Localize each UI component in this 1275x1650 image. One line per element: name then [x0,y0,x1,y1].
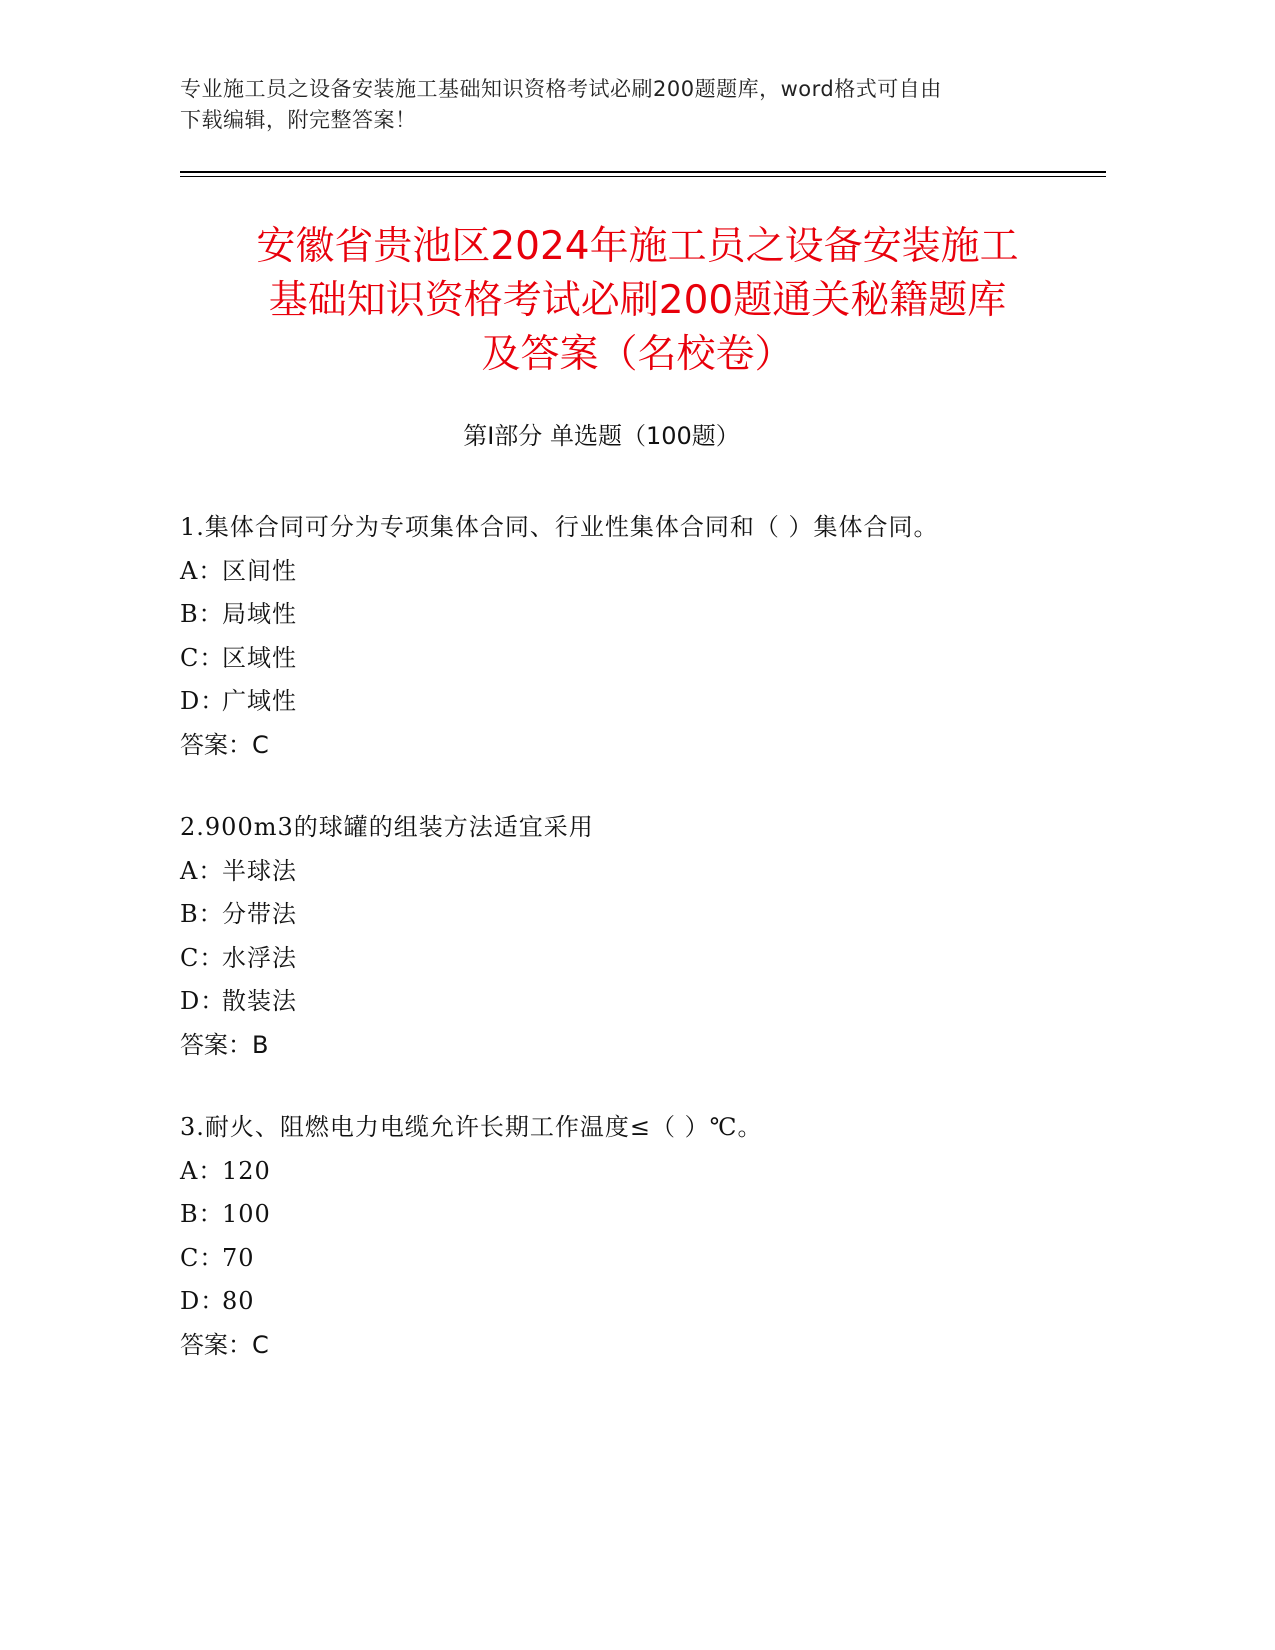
question-option-c [180,1237,1080,1281]
option-text: 区间性 [222,556,297,585]
option-text: 80 [222,1287,255,1315]
option-key: C： [180,943,225,972]
question-option-b [180,893,1080,937]
option-key: B： [180,1200,224,1228]
question-option-d [180,1280,1080,1324]
option-key: C： [180,1243,225,1272]
option-text: 分带法 [222,900,297,928]
title-line-1: 安徽省贵池区2024年施工员之设备安装施工 [256,224,1019,269]
question-answer: 答案：C [180,1330,269,1359]
question-option-a [180,1150,1080,1194]
question-stem: 2.900m3的球罐的组装方法适宜采用 [180,813,594,841]
option-text: 区域性 [222,643,297,672]
option-text: 120 [222,1156,271,1185]
question-option-a [180,850,1080,894]
question-stem: 3.耐火、阻燃电力电缆允许长期工作温度≤（ ）℃。 [180,1113,763,1141]
question-option-c [180,637,1080,681]
document-title [150,220,1125,382]
option-key: B： [180,900,224,928]
question-option-c [180,937,1080,981]
question-answer: 答案：C [180,730,269,759]
option-text: 70 [222,1243,255,1272]
option-key: D： [180,1287,226,1315]
option-key: A： [180,856,224,885]
question-stem: 1.集体合同可分为专项集体合同、行业性集体合同和（ ）集体合同。 [180,513,939,541]
option-text: 半球法 [222,856,297,885]
question-option-b [180,1193,1080,1237]
option-text: 水浮法 [222,943,297,972]
title-line-2: 基础知识资格考试必刷200题通关秘籍题库 [268,278,1007,323]
option-key: A： [180,1156,224,1185]
header-note-line-1: 专业施工员之设备安装施工基础知识资格考试必刷200题题库，word格式可自由 [180,77,942,101]
question-answer: 答案：B [180,1030,269,1059]
option-text: 100 [222,1200,271,1228]
question-item [180,506,1080,767]
option-key: A： [180,556,224,585]
question-option-d [180,680,1080,724]
option-key: D： [180,687,226,715]
option-text: 广域性 [222,687,297,715]
title-line-3: 及答案（名校卷） [481,332,794,377]
header-divider-thick [180,171,1106,173]
header-divider-thin [180,176,1106,177]
document-header-note [180,74,1060,136]
question-list [180,506,1080,1406]
question-option-b [180,593,1080,637]
header-note-line-2: 下载编辑，附完整答案！ [180,108,417,132]
option-key: B： [180,600,224,628]
option-text: 局域性 [222,600,297,628]
option-text: 散装法 [222,987,297,1015]
section-heading: 第Ⅰ部分 单选题（100题） [463,422,740,450]
option-key: D： [180,987,226,1015]
question-option-a [180,550,1080,594]
question-item [180,1106,1080,1367]
option-key: C： [180,643,225,672]
question-item [180,806,1080,1067]
question-option-d [180,980,1080,1024]
